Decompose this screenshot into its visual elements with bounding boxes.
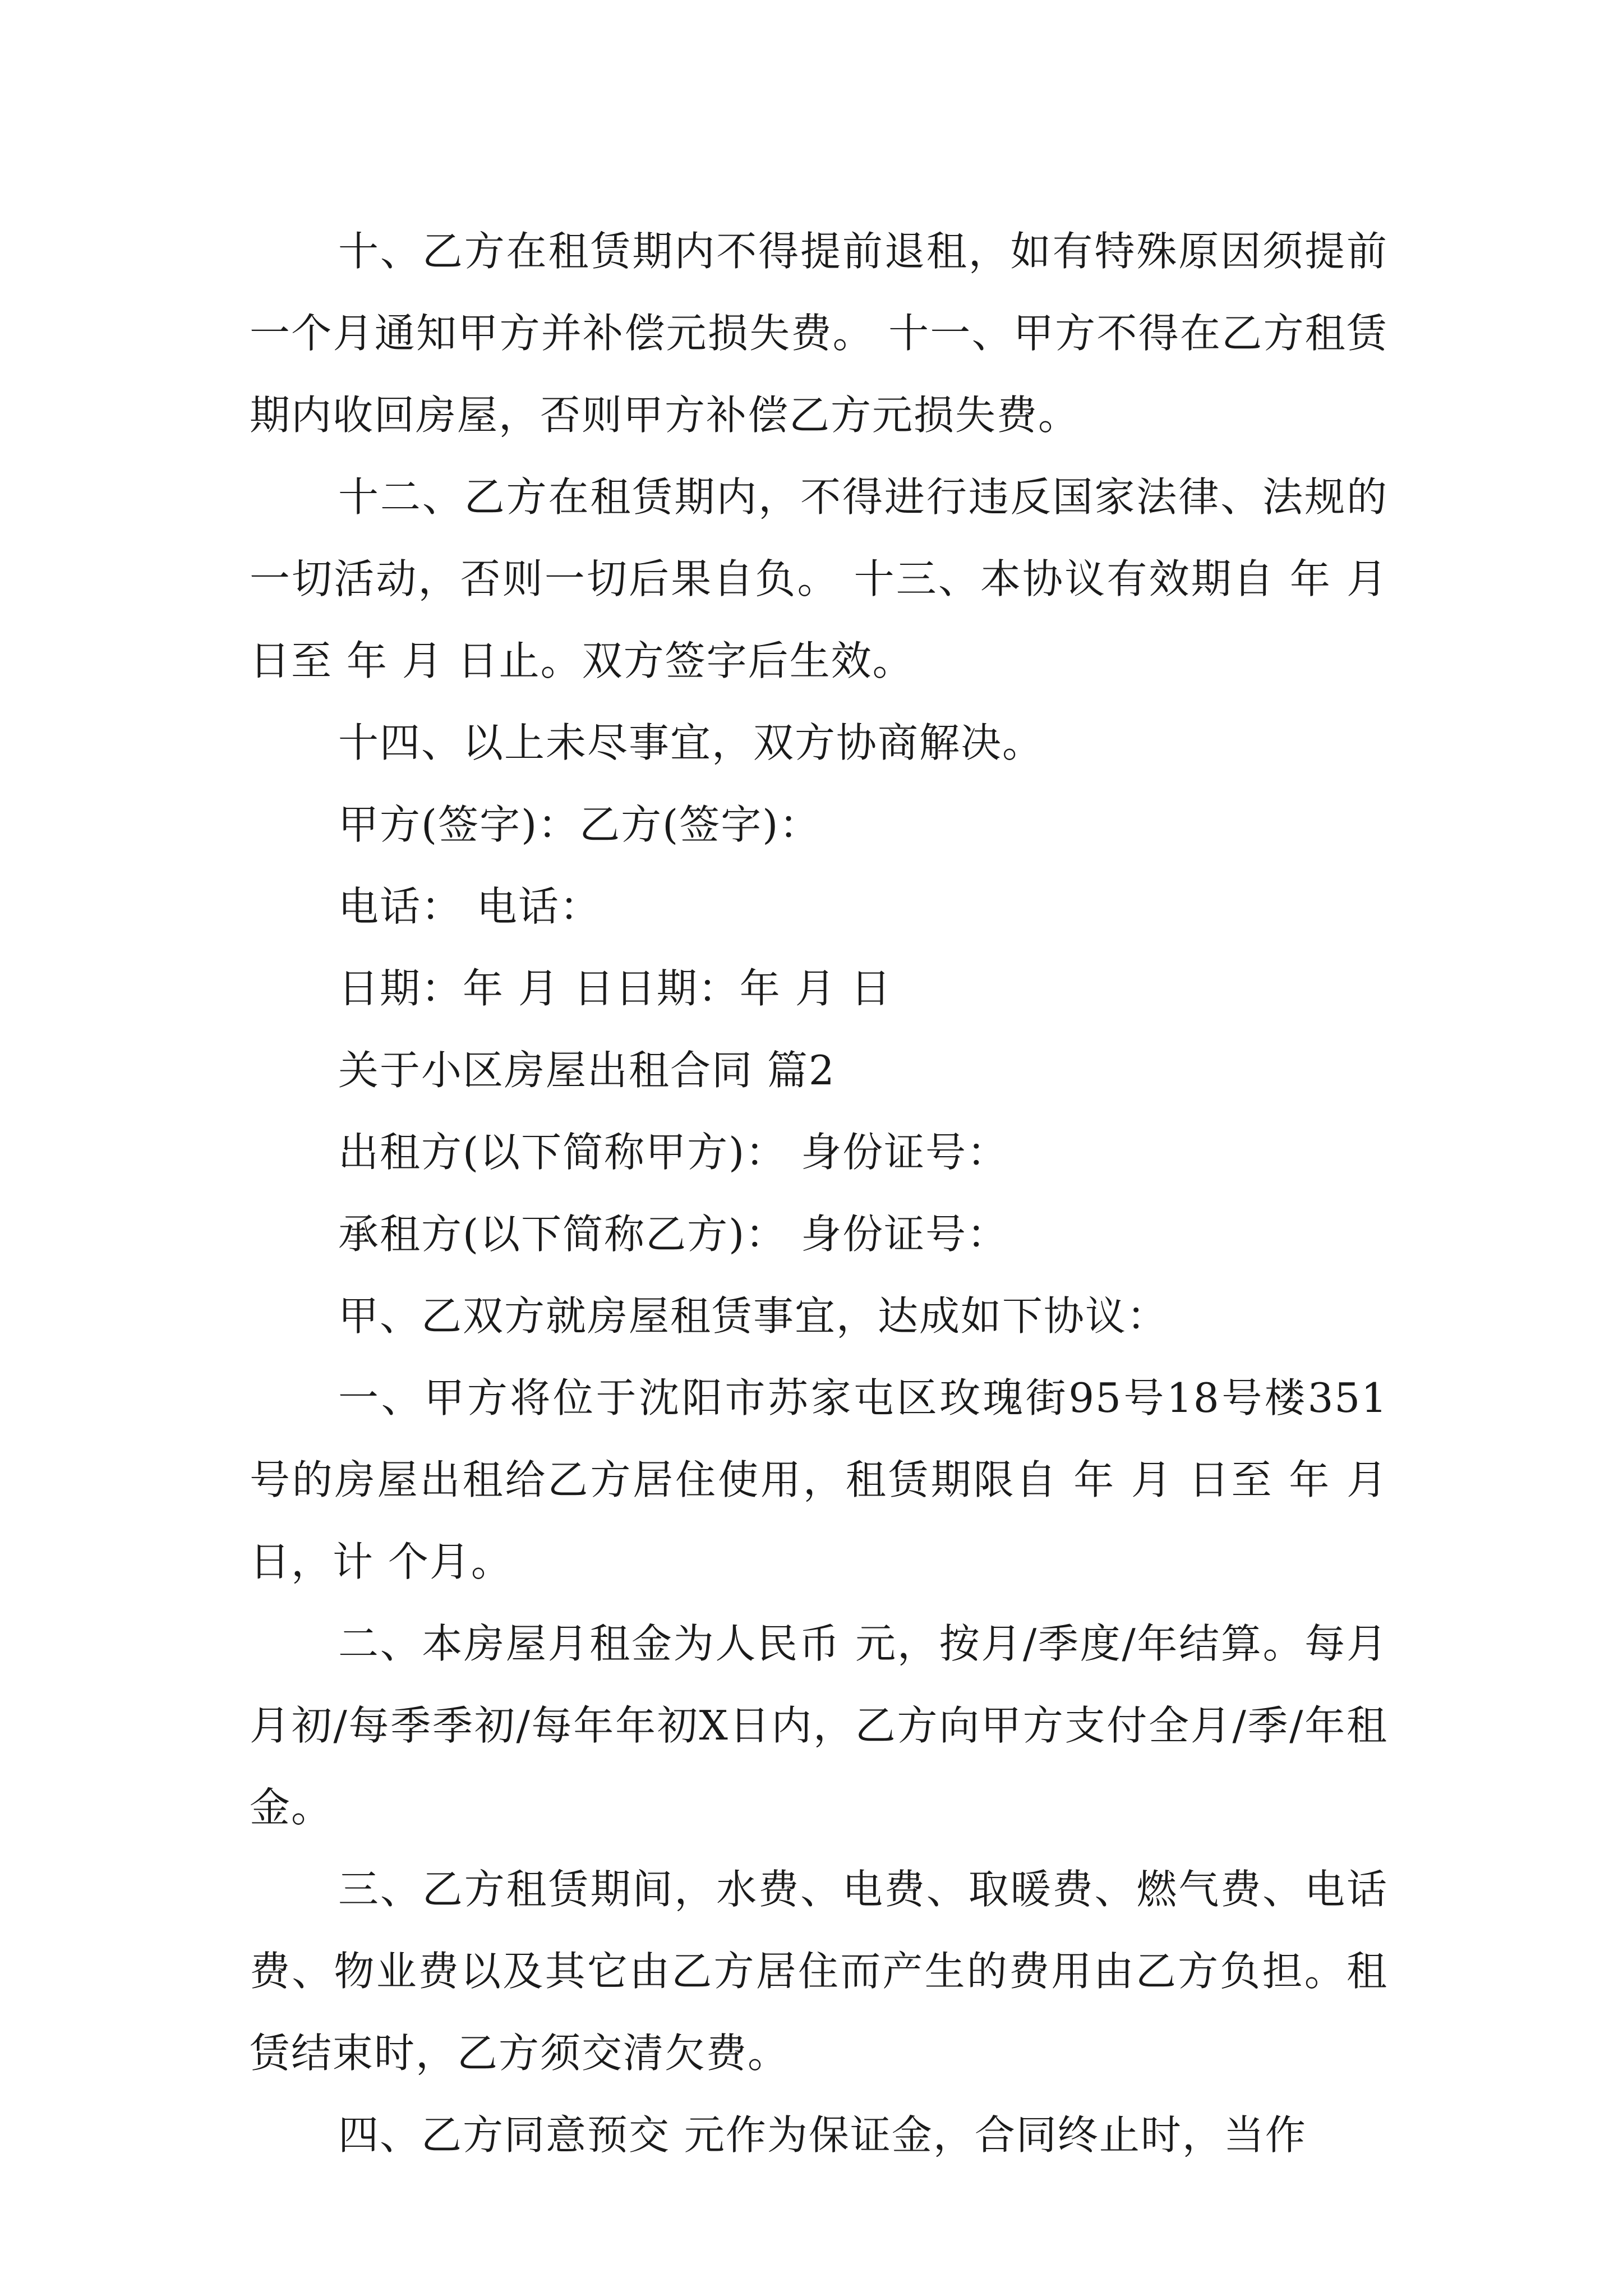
date-line: 日期：年 月 日日期：年 月 日 [338,965,892,1012]
clause-4: 四、乙方同意预交 元作为保证金，合同终止时，当作 [338,2111,1307,2159]
clause-14: 十四、以上未尽事宜，双方协商解决。 [338,719,1044,766]
agreement-intro: 甲、乙双方就房屋租赁事宜，达成如下协议： [338,1292,1169,1340]
signature-line: 甲方(签字)：乙方(签字)： [338,801,821,848]
section-title: 关于小区房屋出租合同 篇2 [338,1047,836,1094]
phone-line: 电话： 电话： [338,883,601,930]
clause-10-11: 十、乙方在租赁期内不得提前退租，如有特殊原因须提前一个月通知甲方并补偿元损失费。 十一、甲方不得在乙方租赁期内收回房屋，否则甲方补偿乙方元损失费。 [250,228,1388,439]
clause-12-13: 十二、乙方在租赁期内，不得进行违反国家法律、法规的一切活动，否则一切后果自负。 十三、本协议有效期自 年 月 日至 年 月 日止。双方签字后生效。 [250,473,1388,684]
clause-2: 二、本房屋月租金为人民币 元，按月/季度/年结算。每月月初/每季季初/每年年初X日内，乙方向甲方支付全月/季/年租金。 [250,1620,1388,1831]
lessor-line: 出租方(以下简称甲方)： 身份证号： [338,1129,1009,1176]
clause-3: 三、乙方租赁期间，水费、电费、取暖费、燃气费、电话费、物业费以及其它由乙方居住而产生的费用由乙方负担。租赁结束时，乙方须交清欠费。 [250,1866,1388,2077]
clause-1: 一、甲方将位于沈阳市苏家屯区玫瑰街95号18号楼351号的房屋出租给乙方居住使用，租赁期限自 年 月 日至 年 月 日，计 个月。 [250,1374,1388,1585]
document-body [250,210,1388,2176]
lessee-line: 承租方(以下简称乙方)： 身份证号： [338,1211,1009,1258]
